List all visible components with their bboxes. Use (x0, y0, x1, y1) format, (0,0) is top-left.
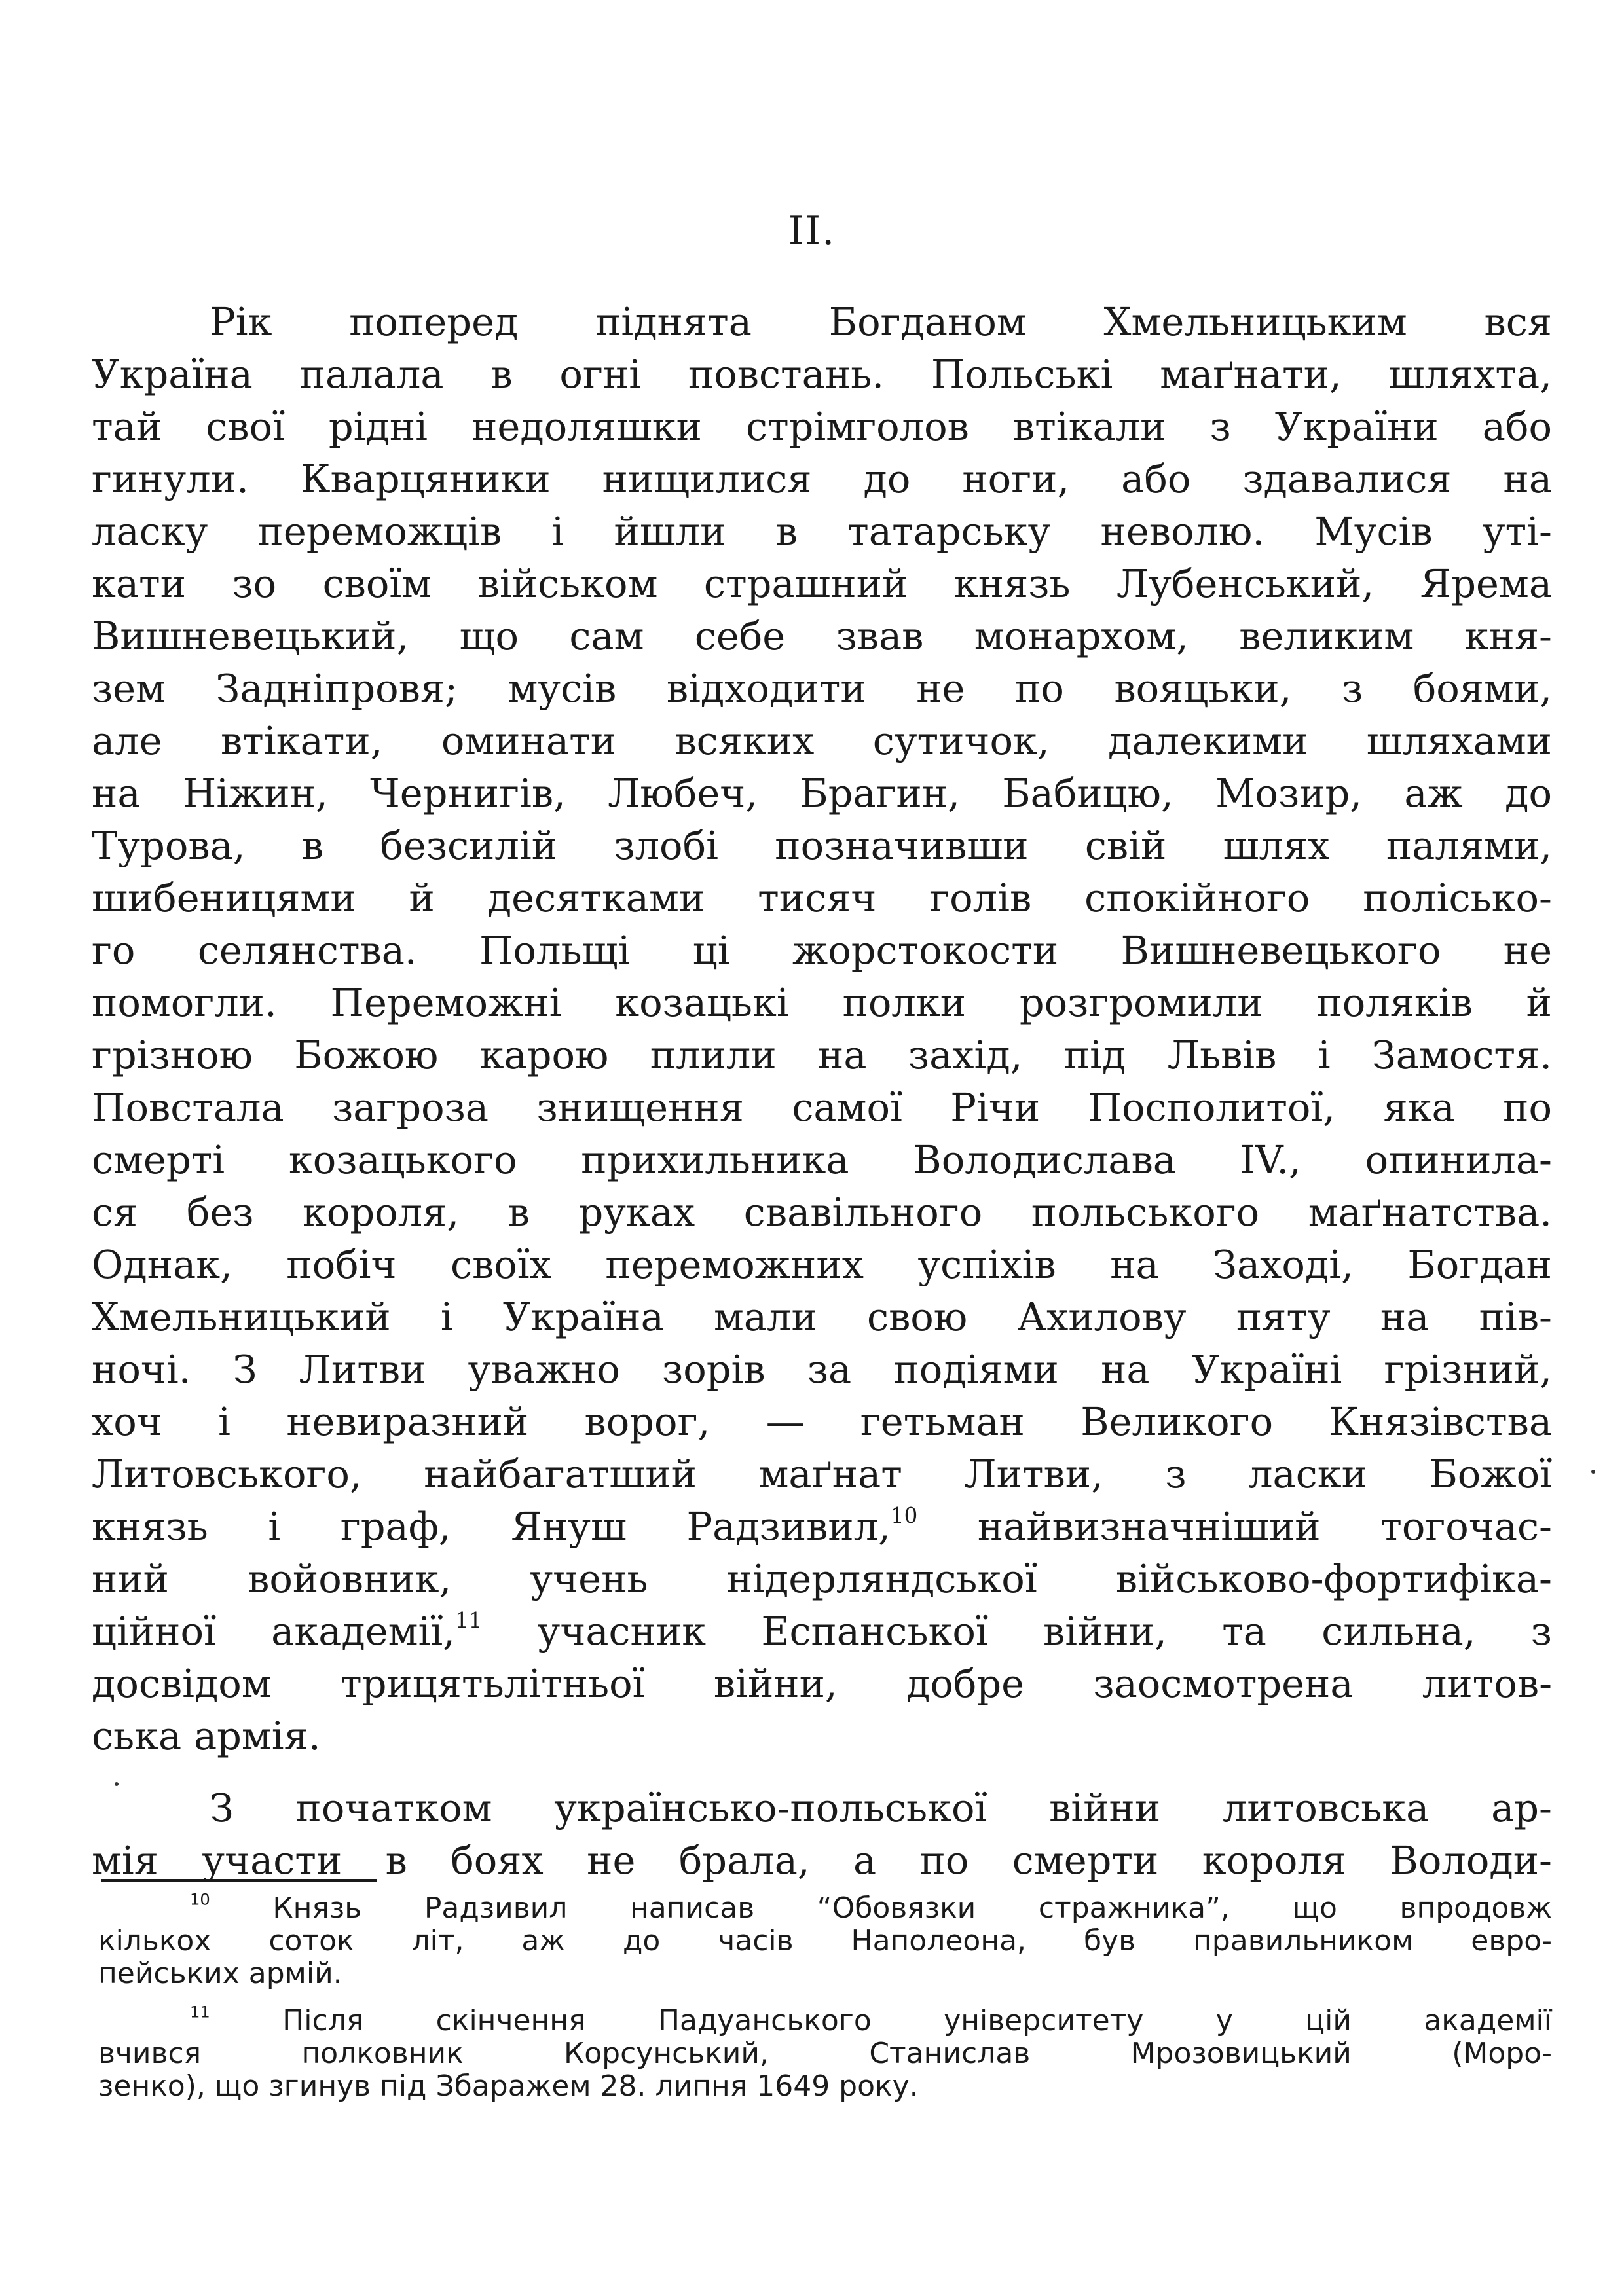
text-line: тай свої рідні недоляшки стрімголов втікали з України або (92, 404, 1552, 449)
text-line: на Ніжин, Чернигів, Любеч, Брагин, Бабицю, Мозир, аж до (92, 771, 1552, 816)
text-line: гинули. Кварцяники нищилися до ноги, або здавалися на (92, 456, 1552, 501)
text-line: помогли. Переможні козацькі полки розгромили поляків й (92, 980, 1552, 1025)
text-line: але втікати, оминати всяких сутичок, далекими шляхами (92, 718, 1552, 763)
text-line-with-footnote-ref (92, 1605, 1552, 1658)
text-line: ська армія. (92, 1713, 321, 1758)
text-fragment: найвизначніший тогочас- (917, 1504, 1552, 1549)
footnotes (98, 1892, 1552, 2103)
text-line: ночі. З Литви уважно зорів за подіями на Україні грізний, (92, 1347, 1552, 1392)
footnote-ref-10[interactable]: 10 (890, 1503, 918, 1529)
footnote-11-line: вчився полковник Корсунський, Станислав Мрозовицький (Моро- (98, 2037, 1552, 2070)
main-text (92, 296, 1552, 1887)
text-line: го селянства. Польщі ці жорстокости Вишневецького не (92, 928, 1552, 973)
text-line: Литовського, найбагатший маґнат Литви, з ласки Божої (92, 1451, 1552, 1497)
text-line: ся без короля, в руках свавільного польського маґнатства. (92, 1190, 1552, 1235)
text-line: ний войовник, учень нідерляндської військово-фортифіка- (92, 1556, 1552, 1601)
text-line: мія участи в боях не брала, а по смерти короля Володи- (92, 1838, 1552, 1883)
text-line: зем Задніпровя; мусів відходити не по вояцьки, з боями, (92, 666, 1552, 711)
text-line-with-footnote-ref (92, 1501, 1552, 1553)
text-line: ласку переможців і йшли в татарську неволю. Мусів уті- (92, 509, 1552, 554)
footnote-text: Князь Радзивил написав “Обовязки стражника”, що впродовж (272, 1891, 1552, 1925)
footnote-10-line: кількох соток літ, аж до часів Наполеона, був правильником евро- (98, 1924, 1552, 1958)
text-fragment: учасник Еспанської війни, та сильна, з (482, 1609, 1552, 1654)
footnote-11-line (98, 2005, 1552, 2037)
footnote-marker-11: 11 (190, 2003, 210, 2022)
text-line: шибеницями й десятками тисяч голів спокійного полісько- (92, 875, 1552, 920)
footnote-10-line (98, 1892, 1552, 1925)
text-line: Рік поперед піднята Богданом Хмельницьким вся (210, 299, 1552, 344)
text-line: Повстала загроза знищення самої Річи Посполитої, яка по (92, 1085, 1552, 1130)
text-line: досвідом трицятьлітньої війни, добре заосмотрена литов- (92, 1661, 1552, 1706)
text-line: хоч і невиразний ворог, — гетьман Великого Князівства (92, 1399, 1552, 1444)
text-line: Однак, побіч своїх переможних успіхів на Заході, Богдан (92, 1242, 1552, 1287)
footnote-gap (98, 1990, 1552, 2005)
footnote-10-line: пейських армій. (98, 1957, 342, 1990)
text-line: З початком українсько-польської війни литовська ар- (210, 1785, 1552, 1831)
text-line: смерті козацького прихильника Володислава IV., опинила- (92, 1137, 1552, 1182)
footnote-11-line: зенко), що згинув під Збаражем 28. липня 1649 року. (98, 2069, 919, 2103)
print-speck (115, 1782, 119, 1786)
text-line: грізною Божою карою плили на захід, під Львів і Замостя. (92, 1032, 1552, 1078)
text-line: Україна палала в огні повстань. Польські маґнати, шляхта, (92, 352, 1552, 397)
footnote-ref-11[interactable]: 11 (455, 1608, 483, 1633)
paragraph-gap (92, 1762, 1552, 1782)
text-line: кати зо своїм військом страшний князь Лубенський, Ярема (92, 561, 1552, 606)
footnote-text: Після скінчення Падуанського університету у цій академії (282, 2004, 1552, 2037)
footnote-marker-10: 10 (190, 1890, 210, 1909)
text-line: Вишневецький, що сам себе звав монархом, великим кня- (92, 613, 1552, 659)
text-fragment: князь і граф, Януш Радзивил, (92, 1504, 891, 1549)
text-line: Хмельницький і Україна мали свою Ахилову пяту на пів- (92, 1294, 1552, 1339)
footnote-divider (101, 1879, 377, 1882)
chapter-heading: II. (788, 208, 836, 254)
text-line: Турова, в безсилій злобі позначивши свій шлях палями, (92, 823, 1552, 868)
print-speck (1591, 1470, 1595, 1474)
text-fragment: ційної академії, (92, 1609, 456, 1654)
